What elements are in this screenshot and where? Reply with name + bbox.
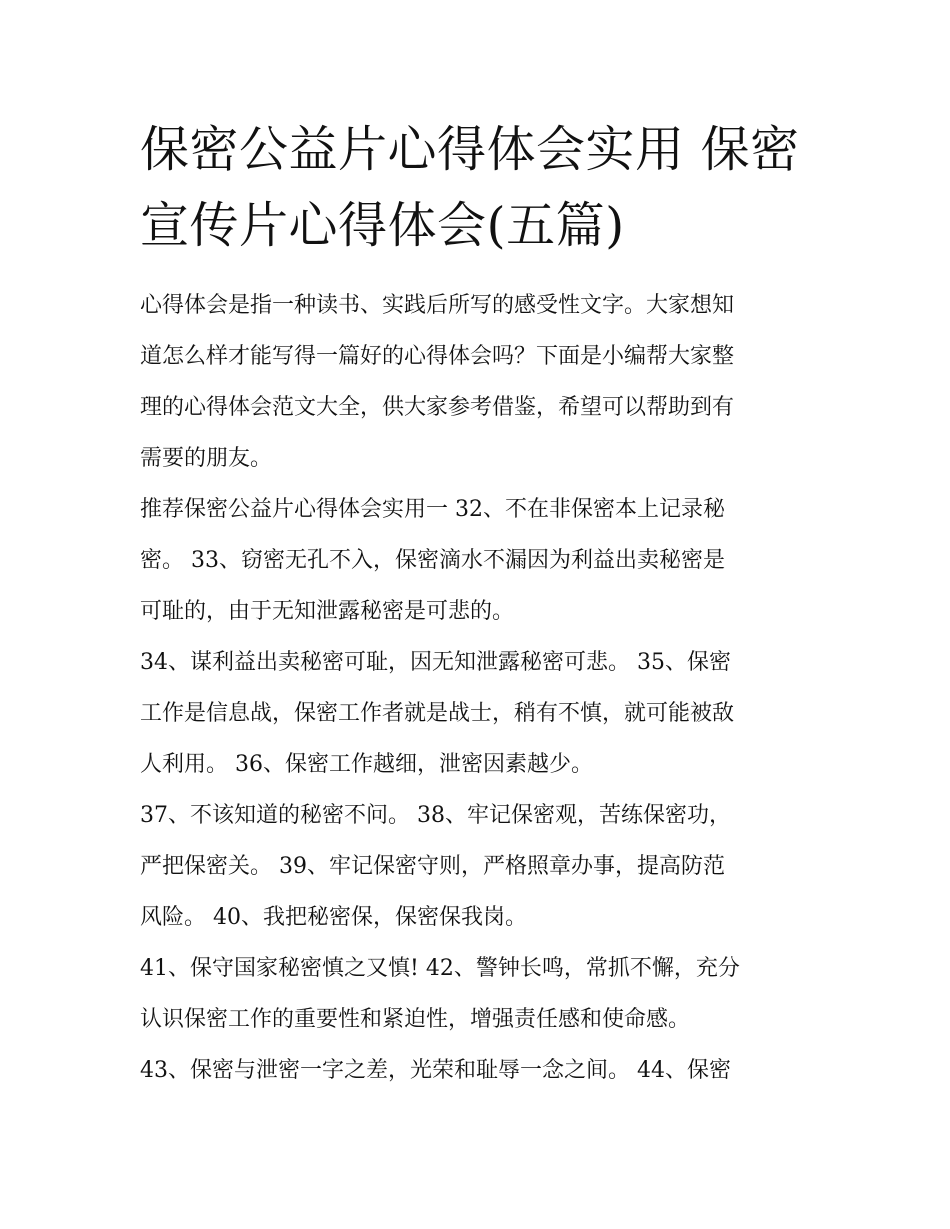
text-line: 37、不该知道的秘密不问。 38、牢记保密观，苦练保密功， — [140, 803, 731, 828]
title-line: 保密公益片心得体会实用 保密 — [140, 121, 800, 178]
paragraph — [140, 637, 830, 790]
text-line: 43、保密与泄密一字之差，光荣和耻辱一念之间。 44、保密 — [140, 1058, 731, 1083]
text-line: 风险。 40、我把秘密保，保密保我岗。 — [140, 905, 527, 930]
text-line: 道怎么样才能写得一篇好的心得体会吗？下面是小编帮大家整 — [140, 344, 735, 369]
paragraph — [140, 790, 830, 943]
text-line: 理的心得体会范文大全，供大家参考借鉴，希望可以帮助到有 — [140, 395, 735, 420]
paragraph — [140, 1045, 830, 1096]
text-line: 心得体会是指一种读书、实践后所写的感受性文字。大家想知 — [140, 293, 735, 318]
text-line: 严把保密关。 39、牢记保密守则，严格照章办事，提高防范 — [140, 854, 725, 879]
title-line: 宣传片心得体会(五篇) — [140, 197, 625, 254]
text-line: 密。 33、窃密无孔不入，保密滴水不漏因为利益出卖秘密是 — [140, 548, 725, 573]
document-body — [140, 280, 830, 1096]
paragraph — [140, 943, 830, 1045]
paragraph-intro — [140, 280, 830, 484]
paragraph — [140, 484, 830, 637]
text-line: 人利用。 36、保密工作越细，泄密因素越少。 — [140, 752, 593, 777]
text-line: 认识保密工作的重要性和紧迫性，增强责任感和使命感。 — [140, 1007, 691, 1032]
text-line: 34、谋利益出卖秘密可耻，因无知泄露秘密可悲。 35、保密 — [140, 650, 731, 675]
document-title — [140, 112, 830, 264]
text-line: 工作是信息战，保密工作者就是战士，稍有不慎，就可能被敌 — [140, 701, 735, 726]
text-line: 41、保守国家秘密慎之又慎! 42、警钟长鸣，常抓不懈，充分 — [140, 956, 740, 981]
text-line: 需要的朋友。 — [140, 446, 273, 471]
text-line: 可耻的，由于无知泄露秘密是可悲的。 — [140, 599, 515, 624]
text-line: 推荐保密公益片心得体会实用一 32、不在非保密本上记录秘 — [140, 497, 725, 522]
